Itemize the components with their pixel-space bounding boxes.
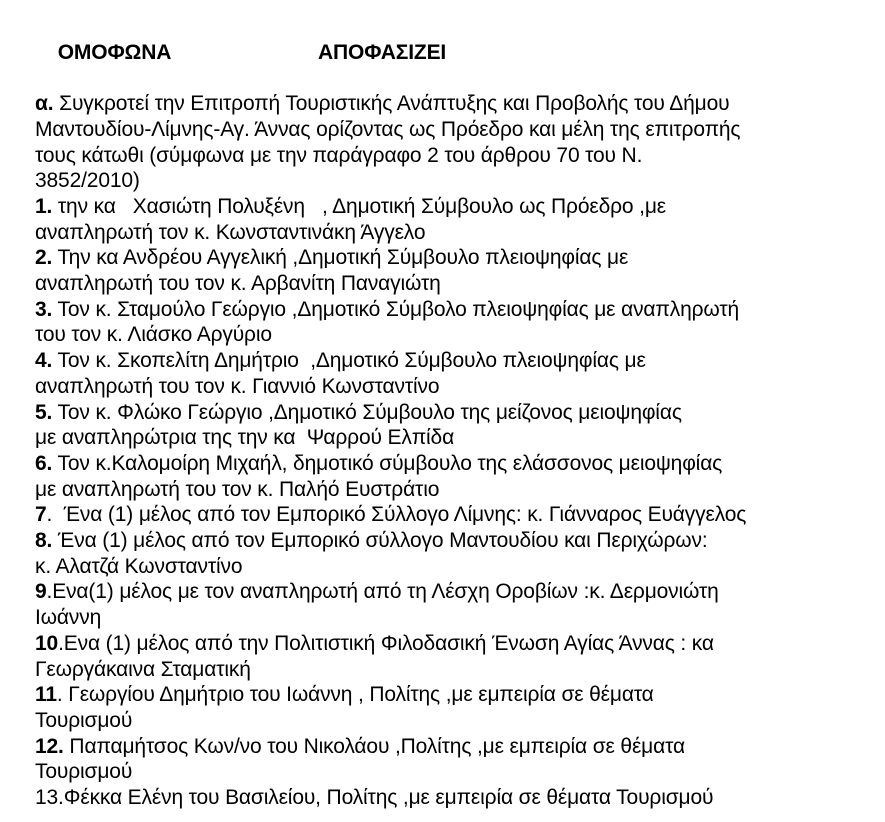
member-text: . Ένα (1) μέλος από τον Εμπορικό Σύλλογο Λίμνης: κ. Γιάνναρος Ευάγγελος	[46, 503, 747, 527]
member-line: Τουρισμού	[35, 708, 133, 732]
member-line	[35, 785, 880, 811]
member-line: αναπληρωτή τον κ. Κωνσταντινάκη Άγγελο	[35, 220, 426, 244]
member-line	[35, 400, 880, 426]
member-number: 3.	[35, 297, 53, 321]
intro-line: 3852/2010)	[35, 169, 140, 193]
member-number: 10	[35, 631, 59, 655]
committee-member-item	[35, 502, 880, 528]
member-number: 7	[35, 503, 47, 527]
member-text: Τον κ. Σκοπελίτη Δημήτριο ,Δημοτικό Σύμβουλο πλειοψηφίας με	[52, 349, 646, 373]
member-line: Γεωργάκαινα Σταματική	[35, 657, 251, 681]
heading-unanimously: ΟΜΟΦΩΝΑ	[57, 40, 172, 64]
committee-member-item	[35, 348, 880, 399]
member-line	[35, 682, 880, 708]
member-text: Παπαμήτσος Κων/νο του Νικολάου ,Πολίτης ,με εμπειρία σε θέματα	[63, 734, 685, 758]
member-line: αναπληρωτή του τον κ. Γιαννιό Κωνσταντίνο	[35, 374, 440, 398]
member-line	[35, 579, 880, 605]
committee-member-list	[35, 194, 880, 811]
member-line	[35, 502, 880, 528]
member-line: Ιωάννη	[35, 606, 102, 630]
member-line	[35, 245, 880, 271]
committee-member-item	[35, 785, 880, 811]
member-line	[35, 631, 880, 657]
decision-document	[35, 14, 880, 811]
member-line: αναπληρωτή του τον κ. Αρβανίτη Παναγιώτη	[35, 272, 441, 296]
member-text: Τον κ.Καλομοίρη Μιχαήλ, δημοτικό σύμβουλο της ελάσσονος μειοψηφίας	[52, 451, 723, 475]
member-line	[35, 734, 880, 760]
member-text: Τον κ. Σταμούλο Γεώργιο ,Δημοτικό Σύμβολο πλειοψηφίας με αναπληρωτή	[52, 297, 740, 321]
member-number: 2.	[35, 246, 53, 270]
heading-decides: ΑΠΟΦΑΣΙΖΕΙ	[318, 40, 447, 64]
committee-member-item	[35, 528, 880, 579]
committee-member-item	[35, 297, 880, 348]
member-number: 4.	[35, 349, 53, 373]
member-line: με αναπληρωτή του τον κ. Παλήό Ευστράτιο	[35, 477, 440, 501]
member-number: 13.	[35, 786, 64, 810]
committee-member-item	[35, 682, 880, 733]
member-number: 6.	[35, 451, 53, 475]
member-number: 1.	[35, 194, 53, 218]
member-text: .Ενα (1) μέλος από την Πολιτιστική Φιλοδασική Ένωση Αγίας Άννας : κα	[58, 631, 714, 655]
committee-member-item	[35, 579, 880, 630]
member-line: Τουρισμού	[35, 760, 133, 784]
committee-member-item	[35, 400, 880, 451]
committee-member-item	[35, 734, 880, 785]
member-number: 5.	[35, 400, 53, 424]
intro-line: τους κάτωθι (σύμφωνα με την παράγραφο 2 του άρθρου 70 του Ν.	[35, 143, 643, 167]
member-text: Φέκκα Ελένη του Βασιλείου, Πολίτης ,με εμπειρία σε θέματα Τουρισμού	[63, 786, 714, 810]
intro-marker: α.	[35, 92, 54, 116]
intro-line: α. Συγκροτεί την Επιτροπή Τουριστικής Ανάπτυξης και Προβολής του Δήμου	[35, 92, 730, 116]
member-line: κ. Αλατζά Κωνσταντίνο	[35, 554, 243, 578]
committee-member-item	[35, 451, 880, 502]
member-number: 8.	[35, 529, 53, 553]
member-line: του τον κ. Λιάσκο Αργύριο	[35, 323, 272, 347]
member-text: .Ενα(1) μέλος με τον αναπληρωτή από τη Λέσχη Οροβίων :κ. Δερμονιώτη	[46, 580, 719, 604]
member-line	[35, 194, 880, 220]
member-text: Τον κ. Φλώκο Γεώργιο ,Δημοτικό Σύμβουλο της μείζονος μειοψηφίας	[52, 400, 682, 424]
committee-member-item	[35, 245, 880, 296]
member-line: με αναπληρώτρια της την κα Ψαρρού Ελπίδα	[35, 426, 455, 450]
member-number: 11	[35, 683, 57, 707]
member-text: την κα Χασιώτη Πολυξένη , Δημοτική Σύμβουλο ως Πρόεδρο ,με	[52, 194, 666, 218]
decision-heading	[35, 14, 880, 91]
member-text: Την κα Ανδρέου Αγγελική ,Δημοτική Σύμβουλο πλειοψηφίας με	[52, 246, 629, 270]
committee-member-item	[35, 631, 880, 682]
member-line	[35, 528, 880, 554]
committee-member-item	[35, 194, 880, 245]
member-number: 9	[35, 580, 47, 604]
member-number: 12.	[35, 734, 64, 758]
member-text: . Γεωργίου Δημήτριο του Ιωάννη , Πολίτης ,με εμπειρία σε θέματα	[56, 683, 654, 707]
member-text: Ένα (1) μέλος από τον Εμπορικό σύλλογο Μαντουδίου και Περιχώρων:	[52, 529, 708, 553]
member-line	[35, 348, 880, 374]
member-line	[35, 451, 880, 477]
intro-line: Μαντουδίου-Λίμνης-Αγ. Άννας ορίζοντας ως Πρόεδρο και μέλη της επιτροπής	[35, 117, 741, 141]
intro-paragraph	[35, 91, 880, 194]
member-line	[35, 297, 880, 323]
